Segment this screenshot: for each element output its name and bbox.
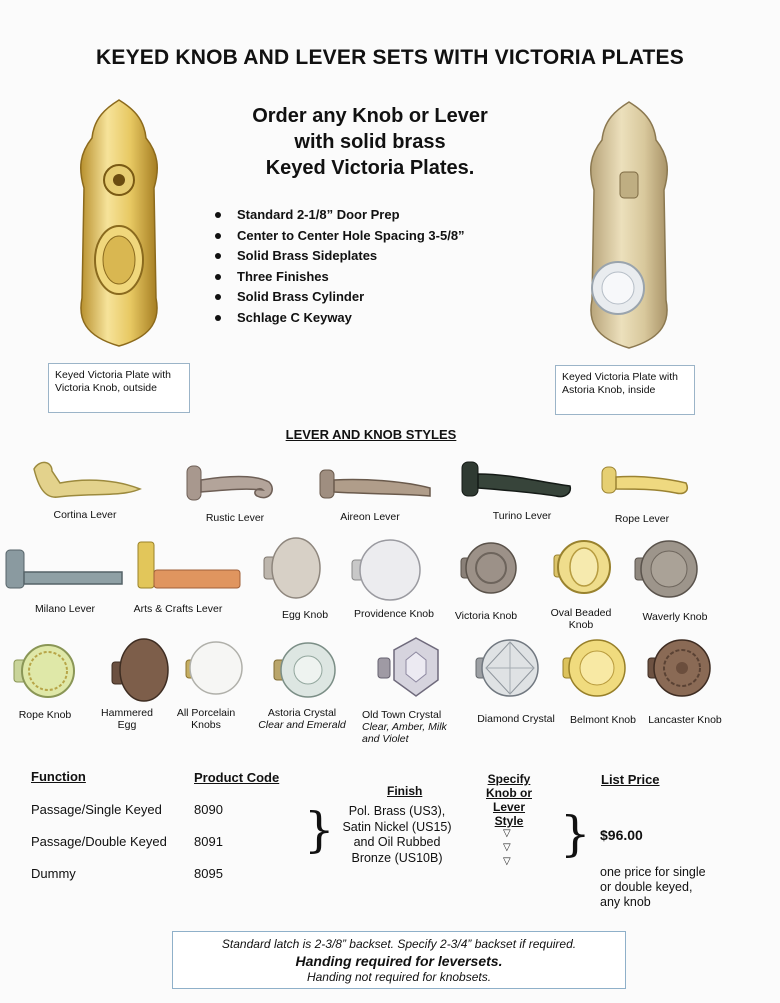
headline xyxy=(200,103,540,181)
astoria-crystal-knob-label xyxy=(252,707,352,731)
hammered-egg-knob-label xyxy=(92,707,162,731)
function-cell: Dummy xyxy=(31,866,76,881)
oval-beaded-knob-label xyxy=(540,607,622,631)
code-cell: 8091 xyxy=(194,834,223,849)
triangle-icon: ▽ xyxy=(503,856,511,867)
rustic-lever-label: Rustic Lever xyxy=(205,512,265,524)
feature-item: Three Finishes xyxy=(212,269,465,290)
cortina-lever-image xyxy=(30,455,145,505)
label-line: Egg xyxy=(117,719,137,731)
code-cell: 8095 xyxy=(194,866,223,881)
egg-knob-label: Egg Knob xyxy=(281,609,329,621)
caption-right xyxy=(555,365,695,415)
aireon-lever-image xyxy=(318,466,433,506)
label-line: All Porcelain xyxy=(176,707,236,719)
list-price-header: List Price xyxy=(601,772,660,787)
label-line: Oval Beaded xyxy=(550,607,612,619)
waverly-knob-label: Waverly Knob xyxy=(642,611,708,623)
finish-line: Bronze (US10B) xyxy=(351,850,443,865)
victoria-plate-inside-image xyxy=(584,100,674,350)
milano-lever-image xyxy=(4,548,126,596)
feature-item: Solid Brass Sideplates xyxy=(212,248,465,269)
label-note: and Violet xyxy=(362,733,409,745)
porcelain-knob-label xyxy=(168,707,244,731)
caption-left xyxy=(48,363,190,413)
right-brace: } xyxy=(560,806,591,862)
label-line: Astoria Crystal xyxy=(267,707,337,719)
headline-line: Order any Knob or Lever xyxy=(252,105,488,127)
function-header: Function xyxy=(31,769,86,784)
belmont-knob-label: Belmont Knob xyxy=(570,714,636,726)
style-header-line: Specify xyxy=(487,772,531,786)
style-header-line: Style xyxy=(494,814,524,828)
list-price: $96.00 xyxy=(600,827,643,843)
left-brace: } xyxy=(304,802,335,858)
style-header-line: Knob or xyxy=(486,786,532,800)
aireon-lever-label: Aireon Lever xyxy=(340,511,400,523)
product-code-header: Product Code xyxy=(194,770,280,785)
headline-line: Keyed Victoria Plates. xyxy=(265,157,475,179)
rope-knob-image xyxy=(12,642,76,702)
diamond-crystal-knob-label: Diamond Crystal xyxy=(477,713,555,725)
triangle-icon: ▽ xyxy=(503,828,511,839)
egg-knob-image xyxy=(262,535,322,605)
headline-line: with solid brass xyxy=(294,131,446,153)
finish-line: Satin Nickel (US15) xyxy=(342,819,452,834)
belmont-knob-image xyxy=(561,636,627,702)
waverly-knob-image xyxy=(633,538,699,602)
footer-line: Handing required for leversets. xyxy=(295,953,503,969)
label-note: Clear and Emerald xyxy=(258,719,346,731)
feature-item: Standard 2-1/8” Door Prep xyxy=(212,207,465,228)
label-note: Clear, Amber, Milk xyxy=(362,721,447,733)
rope-lever-image xyxy=(600,465,692,505)
label-line: Hammered xyxy=(101,707,153,719)
styles-heading: LEVER AND KNOB STYLES xyxy=(285,427,457,442)
footer-line: Handing not required for knobsets. xyxy=(306,970,492,984)
turino-lever-image xyxy=(460,460,575,505)
caption-line: Victoria Knob, outside xyxy=(55,382,157,394)
page-title: KEYED KNOB AND LEVER SETS WITH VICTORIA PLATES xyxy=(96,46,684,69)
rope-lever-label: Rope Lever xyxy=(614,513,670,525)
providence-knob-label: Providence Knob xyxy=(354,608,434,620)
diamond-crystal-knob-image xyxy=(474,636,540,702)
footer-line: Standard latch is 2-3/8” backset. Specify 2-3/4” backset if required. xyxy=(221,937,577,951)
footer-note xyxy=(172,931,626,989)
victoria-plate-outside-image xyxy=(74,98,164,348)
label-line: Knobs xyxy=(191,719,221,731)
cortina-lever-label: Cortina Lever xyxy=(53,509,117,521)
arts-crafts-lever-image xyxy=(136,540,242,594)
lancaster-knob-image xyxy=(646,636,712,702)
turino-lever-label: Turino Lever xyxy=(492,510,552,522)
feature-item: Center to Center Hole Spacing 3-5/8” xyxy=(212,228,465,249)
milano-lever-label: Milano Lever xyxy=(34,603,96,615)
lancaster-knob-label: Lancaster Knob xyxy=(648,714,722,726)
victoria-knob-label: Victoria Knob xyxy=(454,610,518,622)
finish-line: Pol. Brass (US3), xyxy=(348,804,446,818)
style-header xyxy=(480,772,538,828)
victoria-knob-image xyxy=(459,538,517,602)
caption-line: Keyed Victoria Plate with xyxy=(55,369,171,381)
feature-item: Schlage C Keyway xyxy=(212,310,465,331)
price-note-line: or double keyed, xyxy=(600,880,693,894)
finish-line: and Oil Rubbed xyxy=(353,835,441,849)
label-line: Old Town Crystal xyxy=(362,709,442,721)
providence-knob-image xyxy=(350,538,422,604)
finish-text xyxy=(330,804,464,866)
code-cell: 8090 xyxy=(194,802,223,817)
style-header-line: Lever xyxy=(492,800,526,814)
function-cell: Passage/Double Keyed xyxy=(31,834,167,849)
finish-header: Finish xyxy=(387,784,423,798)
arts-crafts-lever-label: Arts & Crafts Lever xyxy=(133,603,223,615)
caption-line: Keyed Victoria Plate with xyxy=(562,371,678,383)
triangle-icon: ▽ xyxy=(503,842,511,853)
price-note xyxy=(600,865,706,910)
label-line: Knob xyxy=(568,619,594,631)
oval-beaded-knob-image xyxy=(552,535,612,603)
old-town-crystal-knob-label xyxy=(362,709,466,745)
caption-line: Astoria Knob, inside xyxy=(562,384,656,396)
old-town-crystal-knob-image xyxy=(376,634,446,702)
rope-knob-label: Rope Knob xyxy=(18,709,72,721)
porcelain-knob-image xyxy=(184,638,242,700)
astoria-crystal-knob-image xyxy=(272,640,338,702)
price-note-line: any knob xyxy=(600,895,651,909)
function-cell: Passage/Single Keyed xyxy=(31,802,162,817)
feature-item: Solid Brass Cylinder xyxy=(212,289,465,310)
rustic-lever-image xyxy=(185,462,280,507)
feature-list xyxy=(212,207,465,330)
price-note-line: one price for single xyxy=(600,865,706,879)
hammered-egg-knob-image xyxy=(110,636,170,706)
